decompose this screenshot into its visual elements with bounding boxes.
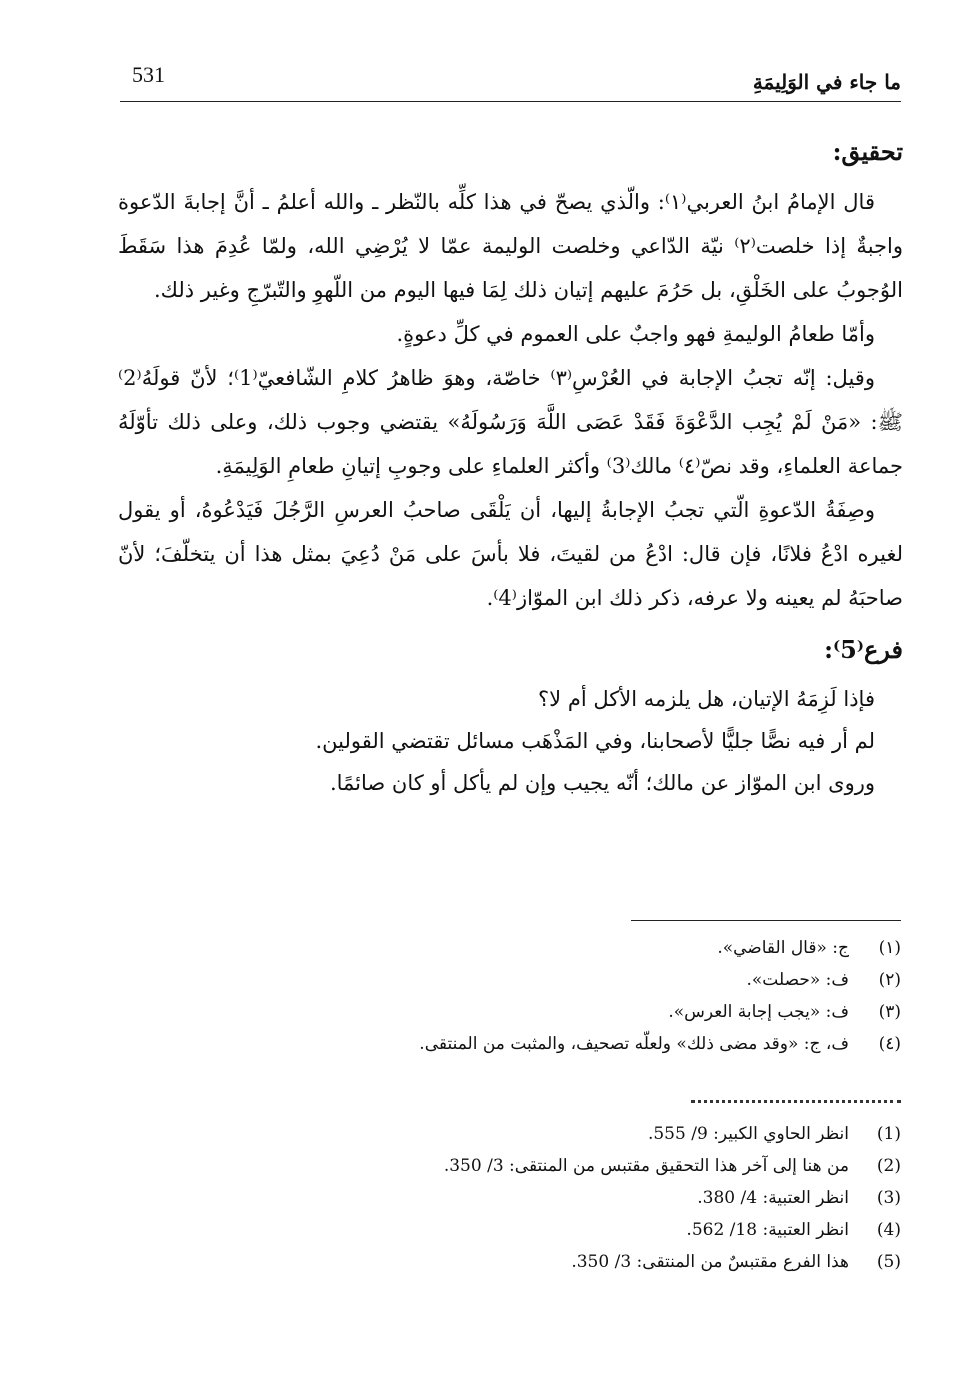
footnote-number: (٢) bbox=[878, 970, 901, 990]
footnote-text: من هنا إلى آخر هذا التحقيق مقتبس من المنتقى: 3/ 350. bbox=[443, 1156, 849, 1176]
footnote-number: (5) bbox=[876, 1252, 901, 1272]
footnote-number: (٣) bbox=[878, 1002, 901, 1022]
section-heading: تحقيق: bbox=[832, 137, 903, 166]
footnote-text: انظر الحاوي الكبير: 9/ 555. bbox=[647, 1124, 849, 1144]
paragraph: قال الإمامُ ابنُ العربي⁽١⁾: والّذي يصحّ في هذا كلِّه بالنّظر ـ والله أعلمُ ـ أنَّ إجابةَ الدّعوة واجبةٌ إذا خلصت⁽٢⁾ نيّة الدّاعي وخلصت الوليمة عمّا لا يُرْضِي الله، ولمّا عُدِمَ هذا سَقَطَ الوُجوبُ على الخَلْقِ، بل حَرُمَ عليهم إتيان ذلك لِمَا فيها اليوم من اللّهوِ والتّبرّجِ وغير ذلك. bbox=[118, 190, 903, 302]
footnote-number: (3) bbox=[876, 1188, 901, 1208]
footnote-separator bbox=[631, 920, 901, 921]
paragraph: لم أر فيه نصًّا جليًّا لأصحابنا، وفي المَذْهَب مسائل تقتضي القولين. bbox=[315, 729, 875, 753]
footnote-number: (2) bbox=[876, 1156, 901, 1176]
footnote-text: انظر العتبية: 4/ 380. bbox=[697, 1188, 849, 1208]
footnote-text: ج: «قال القاضي». bbox=[717, 938, 849, 958]
paragraph: وصِفَةُ الدّعوةِ الّتي تجبُ الإجابةُ إليها، أن يَلْقَى صاحبُ العرسِ الرَّجُلَ فَيَدْعُوهُ، أو يقول لغيره ادْعُ فلانًا، فإن قال: ادْعُ من لقيتَ، فلا بأسَ على مَنْ دُعِيَ بمثل هذا أن يتخلّفَ؛ لأنّ صاحبَهُ لم يعينه ولا عرفه، ذكر ذلك ابن الموّاز⁽4⁾. bbox=[118, 498, 903, 610]
header-rule bbox=[120, 101, 901, 102]
footnote bbox=[118, 1118, 901, 1150]
footnote bbox=[118, 1150, 901, 1182]
page-number: 531 bbox=[132, 62, 165, 87]
variant-footnotes bbox=[118, 932, 901, 1060]
footnote-text: هذا الفرع مقتبسٌ من المنتقى: 3/ 350. bbox=[571, 1252, 849, 1272]
footnote-number: (٤) bbox=[878, 1034, 901, 1054]
footnote bbox=[118, 1214, 901, 1246]
main-text bbox=[118, 130, 903, 804]
footnote bbox=[118, 996, 901, 1028]
paragraph: وقيل: إنّه تجبُ الإجابة في العُرْسِ⁽٣⁾ خاصّة، وهوَ ظاهرُ كلامِ الشّافعيّ⁽1⁾؛ لأنّ قولَهُ⁽2⁾ ﷺ: «مَنْ لَمْ يُجِب الدَّعْوَةَ فَقَدْ عَصَى اللَّهَ وَرَسُولَهُ» يقتضي وجوب ذلك، وعلى ذلك تأوّلَهُ جماعة العلماءِ، وقد نصّ⁽٤⁾ مالك⁽3⁾ وأكثر العلماءِ على وجوبِ إتيانِ طعامِ الوَلِيمَةِ. bbox=[118, 366, 903, 478]
footnote bbox=[118, 1246, 901, 1278]
paragraph: وروى ابن الموّاز عن مالك؛ أنّه يجيب وإن لم يأكل أو كان صائمًا. bbox=[329, 771, 875, 795]
footnote-number: (4) bbox=[876, 1220, 901, 1240]
running-title: ما جاء في الوَلِيمَةِ bbox=[752, 70, 901, 94]
footnote-text: ف، ج: «وقد مضى ذلك» ولعلّه تصحيف، والمثبت من المنتقى. bbox=[419, 1034, 849, 1054]
dotted-separator bbox=[691, 1100, 901, 1103]
paragraph: وأمّا طعامُ الوليمةِ فهو واجبٌ على العموم في كلِّ دعوةٍ. bbox=[396, 322, 875, 346]
footnote-text: ف: «يجب إجابة العرس». bbox=[668, 1002, 849, 1022]
footnote-text: انظر العتبية: 18/ 562. bbox=[686, 1220, 849, 1240]
footnote-text: ف: «حصلت». bbox=[746, 970, 849, 990]
subsection-heading: فرع⁽5⁾: bbox=[824, 635, 903, 664]
footnote-number: (1) bbox=[876, 1124, 901, 1144]
footnote bbox=[118, 1182, 901, 1214]
paragraph: فإذا لَزِمَهُ الإتيان، هل يلزمه الأكل أم لا؟ bbox=[538, 687, 875, 711]
footnote bbox=[118, 932, 901, 964]
footnote-number: (١) bbox=[878, 938, 901, 958]
footnote bbox=[118, 1028, 901, 1060]
footnote bbox=[118, 964, 901, 996]
source-footnotes bbox=[118, 1118, 901, 1278]
